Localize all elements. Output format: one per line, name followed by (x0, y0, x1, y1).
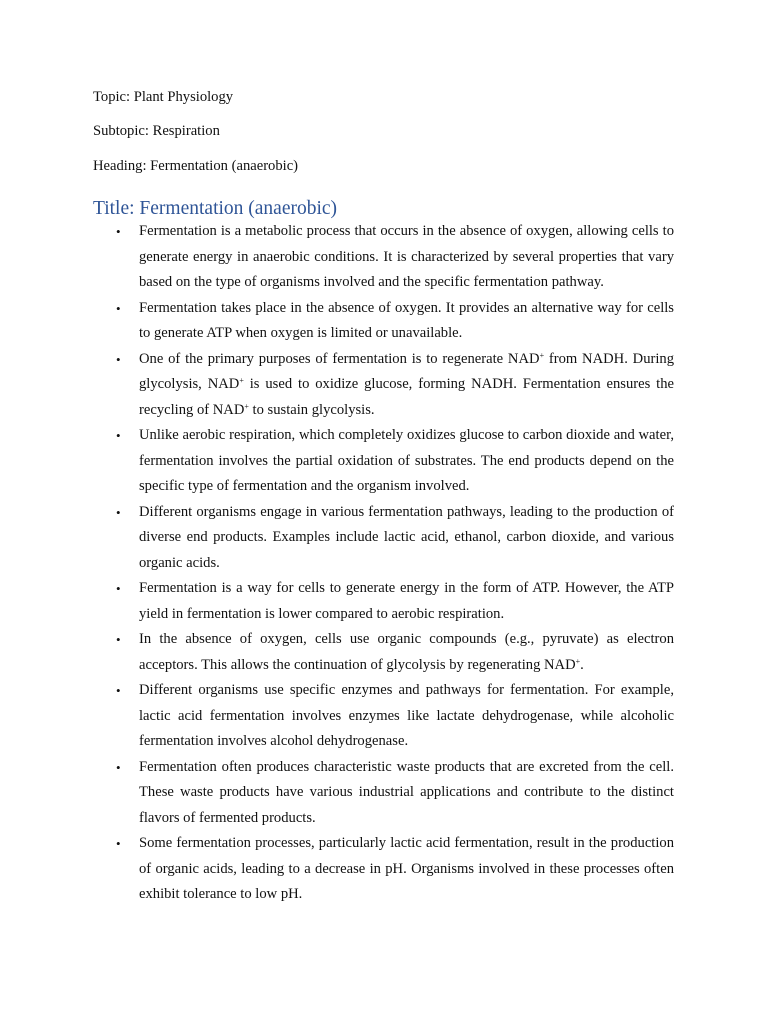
list-item-text: Different organisms use specific enzymes and pathways for fermentation. For example, lactic acid fermentation involves enzymes like lactate dehydrogenase, while alcoholic fermentation involves alcohol dehydrogenase. (139, 682, 674, 749)
topic-line: Topic: Plant Physiology (93, 89, 234, 105)
list-item (116, 296, 674, 347)
list-item-text (139, 351, 674, 418)
bullet-icon: • (116, 351, 121, 367)
bullet-icon: • (116, 428, 121, 443)
list-item (116, 627, 674, 678)
list-item (116, 755, 674, 832)
list-item-text: Different organisms engage in various fermentation pathways, leading to the production of diverse end products. Examples include lactic acid, ethanol, carbon dioxide, and various organic acids. (139, 503, 674, 571)
list-item-text: Unlike aerobic respiration, which completely oxidizes glucose to carbon dioxide and water, fermentation involves the partial oxidation of substrates. The end products depend on the specific type of fermentation and the organism involved. (139, 427, 674, 494)
list-item-text: Fermentation often produces characteristic waste products that are excreted from the cell. These waste products have various industrial applications and contribute to the distinct flavors of fermented products. (139, 758, 674, 826)
list-item-text: Fermentation is a metabolic process that occurs in the absence of oxygen, allowing cells to generate energy in anaerobic conditions. It is characterized by several properties that vary based on the type of organisms involved and the specific fermentation pathway. (139, 223, 674, 290)
bullet-list (0, 219, 768, 908)
list-item-text: Fermentation is a way for cells to generate energy in the form of ATP. However, the ATP yield in fermentation is lower compared to aerobic respiration. (139, 580, 674, 622)
bullet-icon: • (116, 683, 121, 698)
subtopic-line: Subtopic: Respiration (93, 123, 220, 139)
text-part: to sustain glycolysis. (248, 401, 375, 418)
superscript-plus: + (244, 401, 249, 411)
superscript-plus: + (539, 350, 545, 360)
list-item-text: Fermentation takes place in the absence of oxygen. It provides an alternative way for cells to generate ATP when oxygen is limited or unavailable. (139, 299, 674, 341)
list-item (116, 347, 674, 424)
list-item (116, 219, 674, 296)
text-part: from NADH. During glycolysis, NAD (139, 350, 674, 392)
bullet-icon: • (116, 224, 121, 239)
bullet-icon: • (116, 581, 121, 596)
list-item (116, 500, 674, 577)
heading-line: Heading: Fermentation (anaerobic) (93, 158, 299, 174)
bullet-icon: • (116, 836, 121, 851)
list-item (116, 831, 674, 908)
superscript-plus: + (239, 376, 244, 385)
list-item-text: Some fermentation processes, particularly lactic acid fermentation, result in the production of organic acids, leading to a decrease in pH. Organisms involved in these processes often exhibit tolerance to low pH. (139, 835, 674, 902)
text-part: . (580, 656, 584, 673)
text-part: In the absence of oxygen, cells use organic compounds (e.g., pyruvate) as electron acceptors. This allows the continuation of glycolysis by regenerating NAD (139, 631, 674, 673)
superscript-plus: + (575, 656, 581, 666)
list-item-text (139, 631, 674, 673)
text-part: is used to oxidize glucose, forming NADH. Fermentation ensures the recycling of NAD (139, 376, 674, 418)
bullet-icon: • (116, 759, 121, 775)
list-item (116, 678, 674, 755)
bullet-icon: • (116, 632, 121, 647)
document-title: Title: Fermentation (anaerobic) (93, 198, 338, 219)
list-item (116, 423, 674, 500)
bullet-icon: • (116, 504, 121, 520)
text-part: One of the primary purposes of fermentation is to regenerate NAD (139, 350, 540, 367)
list-item (116, 576, 674, 627)
bullet-icon: • (116, 300, 121, 316)
